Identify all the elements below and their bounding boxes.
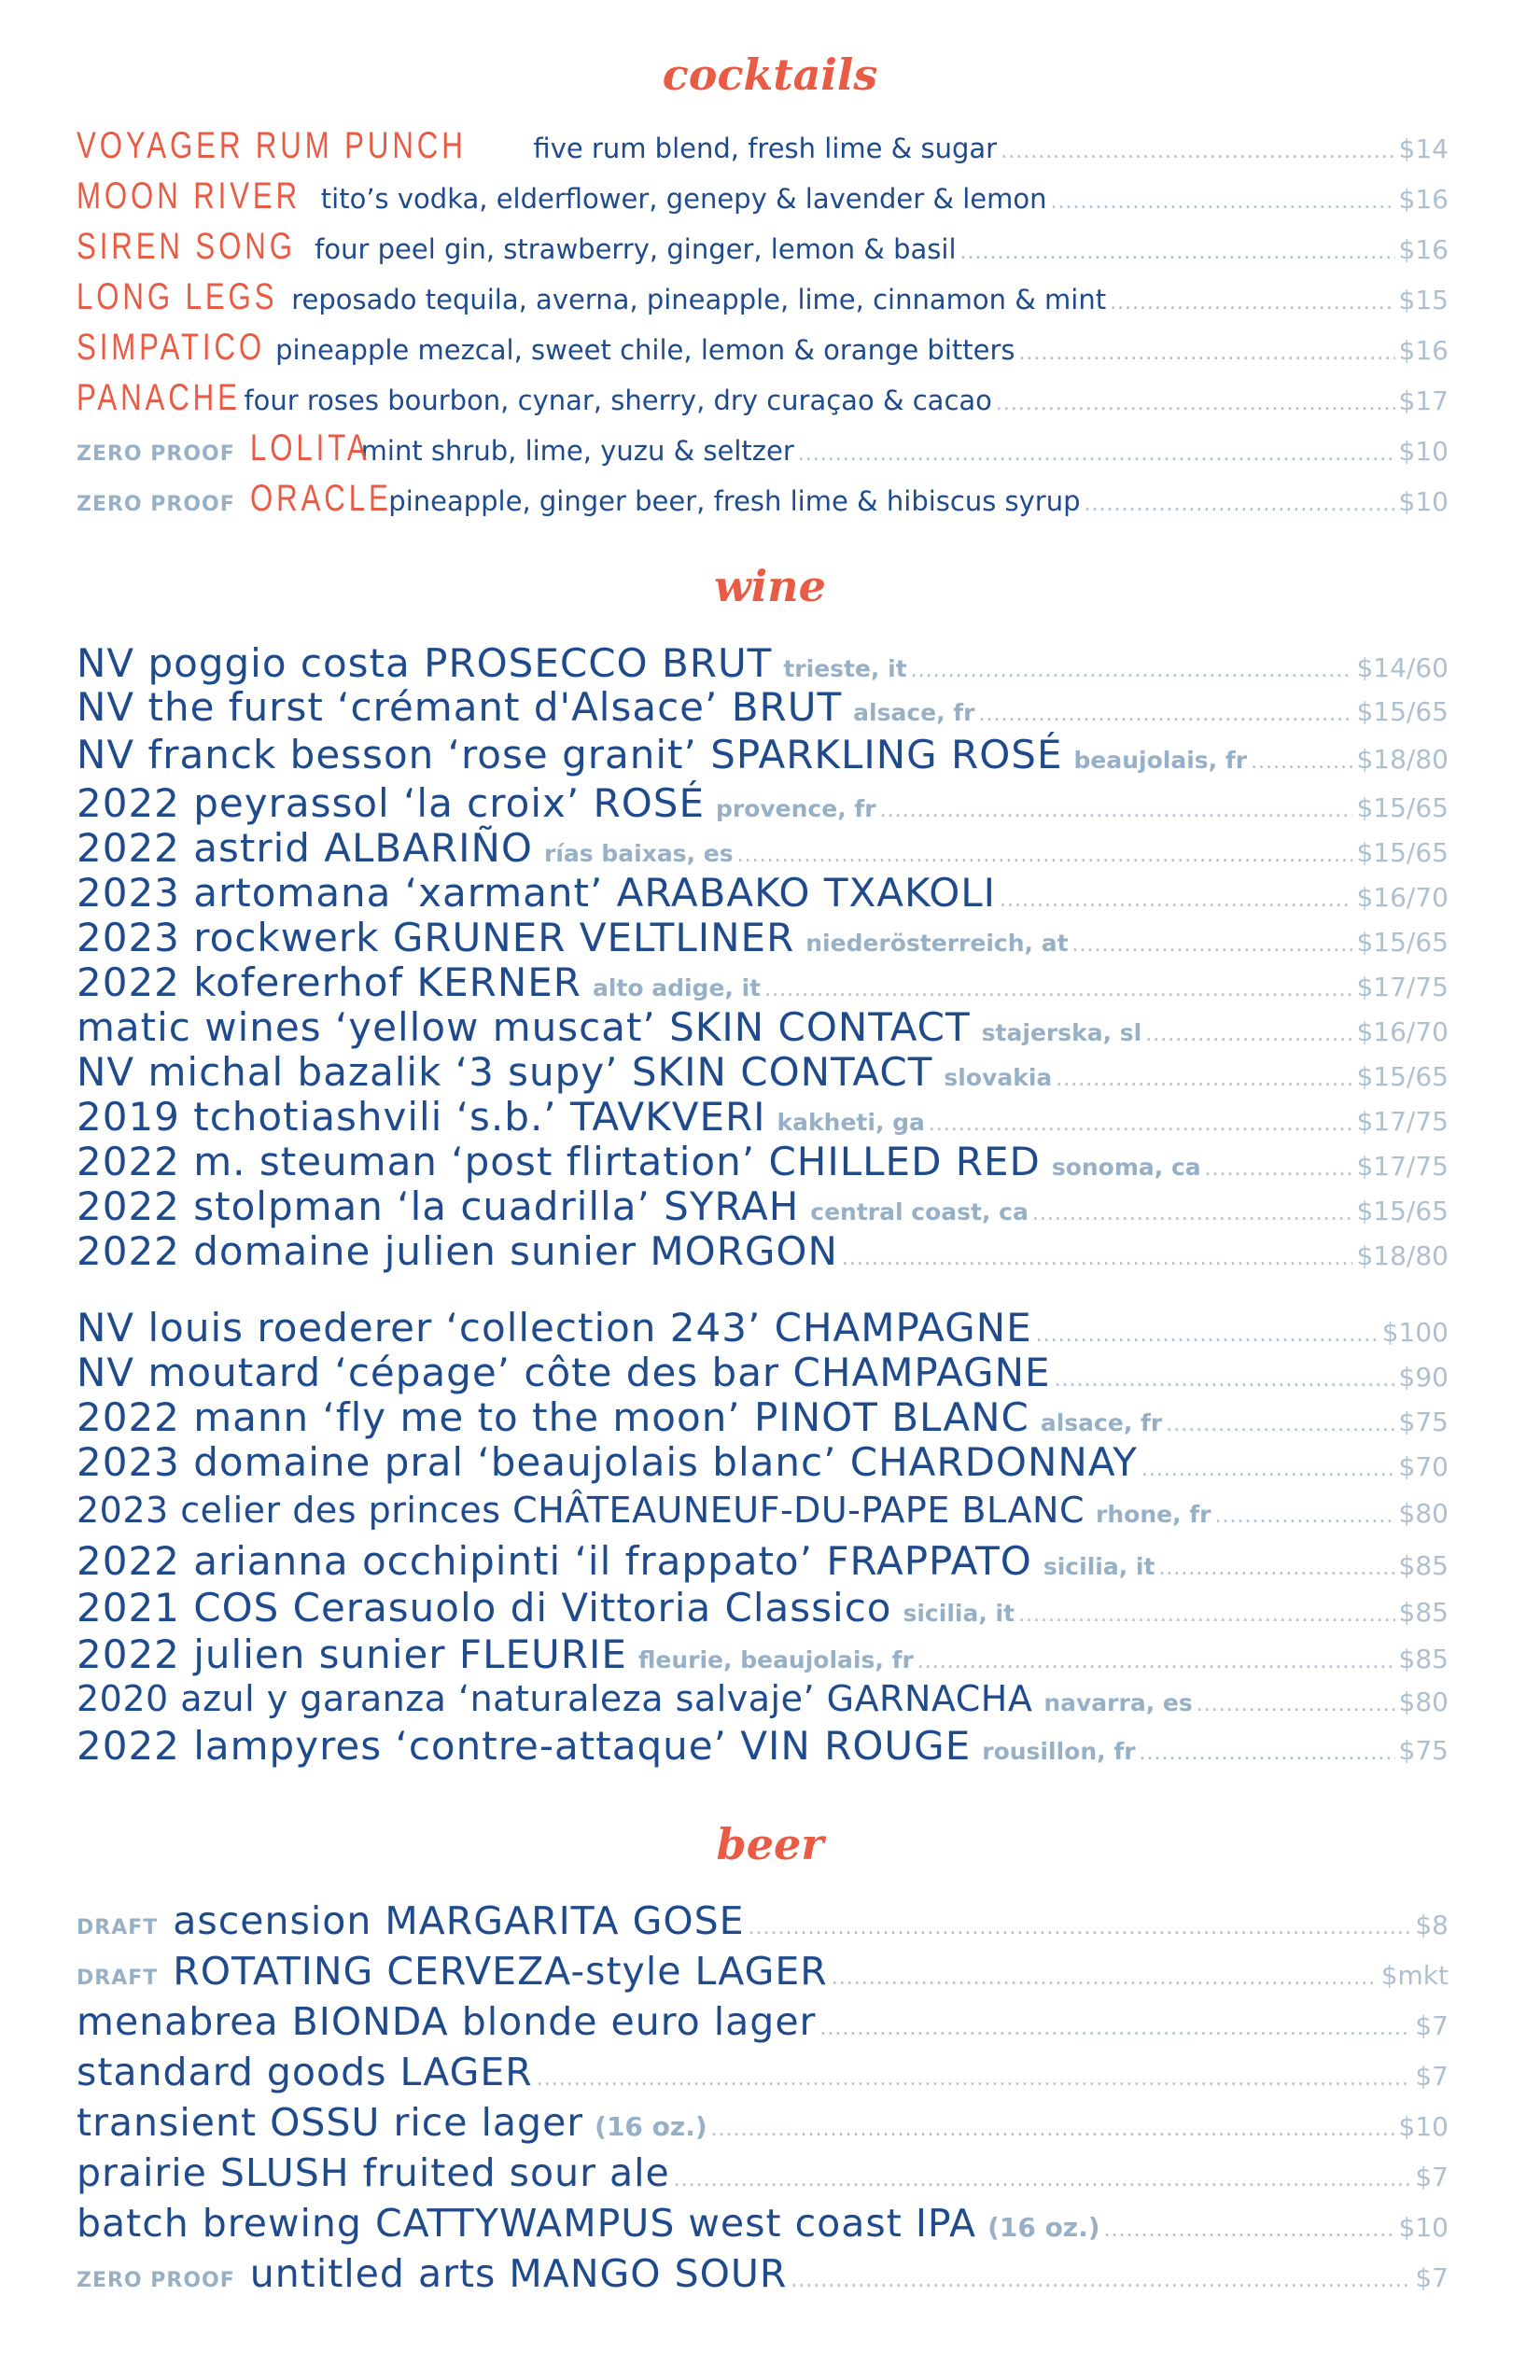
wine-name: 2022 domaine julien sunier MORGON	[77, 1228, 838, 1274]
wine-region: navarra, es	[1043, 1689, 1193, 1716]
beer-name: batch brewing CATTYWAMPUS west coast IPA	[77, 2201, 977, 2246]
cocktail-row	[77, 226, 1449, 268]
wine-row	[77, 1183, 1449, 1229]
wine-bottle-row	[77, 1305, 1449, 1351]
wine-name: 2022 peyrassol ‘la croix’ ROSÉ	[77, 780, 705, 826]
cocktail-name: SIMPATICO	[77, 327, 266, 368]
beer-name: untitled arts MANGO SOUR	[249, 2251, 788, 2296]
leader-dots	[1251, 750, 1352, 774]
beer-row	[77, 2251, 1449, 2296]
leader-dots	[1110, 291, 1394, 315]
price: $17/75	[1356, 1106, 1449, 1137]
cocktail-desc: tito’s vodka, elderflower, genepy & lavender & lemon	[320, 183, 1047, 215]
wine-name: 2020 azul y garanza ‘naturaleza salvaje’ GARNACHA	[77, 1678, 1033, 1719]
price: $7	[1415, 2010, 1449, 2041]
cocktail-row	[77, 125, 1449, 167]
wine-bottle-row	[77, 1585, 1449, 1631]
beer-row	[77, 1949, 1449, 1994]
leader-dots	[1085, 493, 1395, 516]
wine-row	[77, 1228, 1449, 1274]
price: $10	[1398, 2212, 1449, 2243]
wine-region: fleurie, beaujolais, fr	[637, 1646, 914, 1673]
cocktail-desc: mint shrub, lime, yuzu & seltzer	[360, 435, 794, 467]
wine-row	[77, 915, 1449, 960]
wine-row	[77, 959, 1449, 1005]
wine-region: central coast, ca	[810, 1198, 1029, 1225]
wine-region: beaujolais, fr	[1073, 747, 1248, 774]
leader-dots	[1001, 140, 1394, 163]
leader-dots	[1104, 2219, 1395, 2242]
price: $14/60	[1356, 652, 1449, 683]
leader-dots	[737, 844, 1353, 867]
price: $7	[1415, 2162, 1449, 2192]
leader-dots	[791, 2269, 1411, 2292]
leader-dots	[1197, 1693, 1395, 1716]
beer-name: standard goods LAGER	[77, 2050, 533, 2094]
wine-region: rousillon, fr	[982, 1738, 1136, 1765]
wine-name: NV franck besson ‘rose granit’ SPARKLING ROSÉ	[77, 732, 1063, 777]
leader-dots	[1051, 190, 1395, 214]
leader-dots	[960, 241, 1395, 264]
cocktail-name: MOON RIVER	[77, 175, 301, 217]
leader-dots	[1072, 933, 1353, 957]
wine-name: 2023 artomana ‘xarmant’ ARABAKO TXAKOLI	[77, 870, 997, 916]
wine-name: 2021 COS Cerasuolo di Vittoria Classico	[77, 1585, 892, 1631]
leader-dots	[1018, 1603, 1394, 1627]
cocktail-row	[77, 327, 1449, 369]
wine-bottle-row	[77, 1350, 1449, 1395]
price: $18/80	[1356, 1240, 1449, 1271]
wine-region: alsace, fr	[853, 699, 975, 726]
price: $17/75	[1356, 972, 1449, 1002]
price: $80	[1398, 1687, 1449, 1717]
wine-heading: wine	[714, 561, 826, 611]
leader-dots	[911, 659, 1353, 682]
cocktail-row	[77, 276, 1449, 318]
price: $15/65	[1356, 927, 1449, 958]
beer-row	[77, 1999, 1449, 2044]
leader-dots	[1214, 1505, 1394, 1528]
wine-row	[77, 684, 1449, 730]
leader-dots	[1032, 1202, 1353, 1225]
cocktails-heading: cocktails	[662, 49, 878, 100]
leader-dots	[798, 442, 1395, 466]
wine-bottle-row	[77, 1631, 1449, 1677]
beer-name: menabrea BIONDA blonde euro lager	[77, 1999, 817, 2044]
cocktail-desc: four roses bourbon, cynar, sherry, dry curaçao & cacao	[244, 385, 992, 416]
leader-dots	[917, 1650, 1395, 1673]
wine-region: kakheti, ga	[777, 1109, 925, 1136]
wine-bottle-row	[77, 1723, 1449, 1769]
draft-tag: DRAFT	[77, 1967, 159, 1990]
wine-name: 2022 mann ‘fly me to the moon’ PINOT BLANC	[77, 1394, 1029, 1440]
beer-heading: beer	[716, 1819, 824, 1869]
cocktail-desc: four peel gin, strawberry, ginger, lemon & basil	[315, 233, 957, 265]
wine-region: alto adige, it	[592, 974, 762, 1001]
cocktail-name: PANACHE	[77, 377, 241, 418]
leader-dots	[880, 799, 1353, 822]
leader-dots	[996, 392, 1395, 415]
wine-name: NV poggio costa PROSECCO BRUT	[77, 640, 773, 686]
price: $16/70	[1356, 1016, 1449, 1047]
price: $80	[1398, 1498, 1449, 1529]
zero-proof-tag: ZERO PROOF	[77, 2269, 235, 2292]
cocktail-name: VOYAGER RUM PUNCH	[77, 125, 467, 166]
cocktail-row	[77, 175, 1449, 217]
price: $16	[1398, 184, 1449, 215]
cocktail-name: ORACLE	[249, 478, 392, 519]
cocktail-name: LOLITA	[249, 427, 371, 469]
wine-region: trieste, it	[783, 655, 907, 682]
beer-name: ascension MARGARITA GOSE	[173, 1898, 745, 1943]
price: $70	[1398, 1451, 1449, 1482]
beer-row	[77, 1898, 1449, 1943]
beer-row	[77, 2201, 1449, 2246]
leader-dots	[1036, 1323, 1379, 1347]
leader-dots	[1019, 342, 1395, 365]
wine-region: rhone, fr	[1096, 1501, 1211, 1528]
zero-proof-tag: ZERO PROOF	[77, 493, 235, 516]
price: $90	[1398, 1362, 1449, 1393]
price: $16	[1398, 335, 1449, 366]
beer-row	[77, 2150, 1449, 2195]
price: $10	[1398, 436, 1449, 467]
leader-dots	[842, 1247, 1353, 1270]
price: $15/65	[1356, 837, 1449, 868]
leader-dots	[674, 2168, 1412, 2191]
draft-tag: DRAFT	[77, 1916, 159, 1939]
wine-region: sicilia, it	[1043, 1553, 1155, 1580]
beer-row	[77, 2050, 1449, 2094]
cocktail-name: SIREN SONG	[77, 226, 296, 267]
leader-dots	[929, 1113, 1353, 1136]
wine-name: NV louis roederer ‘collection 243’ CHAMPAGNE	[77, 1305, 1032, 1351]
leader-dots	[1000, 889, 1352, 912]
price: $15/65	[1356, 1061, 1449, 1092]
price: $mkt	[1380, 1960, 1449, 1991]
wine-region: stajerska, sl	[981, 1019, 1142, 1046]
wine-name: NV moutard ‘cépage’ côte des bar CHAMPAGNE	[77, 1350, 1051, 1395]
price: $10	[1398, 486, 1449, 517]
price: $16/70	[1356, 882, 1449, 913]
wine-bottle-row	[77, 1538, 1449, 1584]
leader-dots	[819, 2017, 1411, 2040]
wine-row	[77, 780, 1449, 826]
leader-dots	[711, 2118, 1395, 2141]
price: $85	[1398, 1644, 1449, 1674]
leader-dots	[832, 1967, 1378, 1990]
wine-region: sicilia, it	[903, 1600, 1015, 1627]
wine-row	[77, 1049, 1449, 1095]
wine-region: slovakia	[944, 1064, 1053, 1091]
wine-row	[77, 1004, 1449, 1050]
wine-name: 2022 m. steuman ‘post flirtation’ CHILLED RED	[77, 1139, 1041, 1184]
wine-name: 2023 rockwerk GRUNER VELTLINER	[77, 915, 795, 960]
wine-row	[77, 870, 1449, 916]
leader-dots	[1140, 1742, 1395, 1765]
price: $7	[1415, 2262, 1449, 2293]
leader-dots	[1166, 1413, 1394, 1436]
price: $8	[1415, 1910, 1449, 1940]
wine-name: 2022 kofererhof KERNER	[77, 959, 581, 1005]
price: $15/65	[1356, 696, 1449, 727]
wine-name: 2022 astrid ALBARIÑO	[77, 825, 533, 871]
leader-dots	[979, 703, 1353, 726]
price: $16	[1398, 234, 1449, 265]
wine-name: 2022 julien sunier FLEURIE	[77, 1631, 627, 1677]
wine-region: rías baixas, es	[544, 840, 734, 867]
price: $14	[1398, 133, 1449, 164]
price: $17/75	[1356, 1151, 1449, 1182]
wine-name: 2023 domaine pral ‘beaujolais blanc’ CHARDONNAY	[77, 1439, 1138, 1485]
price: $85	[1398, 1597, 1449, 1628]
wine-region: alsace, fr	[1040, 1409, 1163, 1436]
wine-row	[77, 825, 1449, 871]
leader-dots	[1158, 1557, 1394, 1580]
cocktail-name: LONG LEGS	[77, 276, 278, 317]
price: $7	[1415, 2061, 1449, 2092]
price: $15	[1398, 285, 1449, 315]
price: $75	[1398, 1407, 1449, 1437]
beer-note: (16 oz.)	[595, 2111, 707, 2142]
price: $10	[1398, 2111, 1449, 2142]
wine-name: NV michal bazalik ‘3 supy’ SKIN CONTACT	[77, 1049, 933, 1095]
wine-name: 2022 lampyres ‘contre-attaque’ VIN ROUGE	[77, 1723, 972, 1769]
cocktail-row	[77, 427, 1449, 469]
price: $15/65	[1356, 792, 1449, 823]
price: $100	[1381, 1317, 1449, 1348]
wine-bottle-row	[77, 1394, 1449, 1440]
wine-name: matic wines ‘yellow muscat’ SKIN CONTACT	[77, 1004, 971, 1050]
wine-row	[77, 640, 1449, 686]
price: $18/80	[1356, 744, 1449, 775]
price: $85	[1398, 1550, 1449, 1581]
leader-dots	[1205, 1157, 1353, 1181]
beer-name: transient OSSU rice lager	[77, 2100, 584, 2145]
beer-note: (16 oz.)	[987, 2212, 1100, 2243]
cocktail-row	[77, 478, 1449, 520]
cocktail-desc: five rum blend, fresh lime & sugar	[533, 133, 998, 164]
price: $15/65	[1356, 1196, 1449, 1226]
wine-name: 2022 arianna occhipinti ‘il frappato’ FRAPPATO	[77, 1538, 1032, 1584]
cocktail-row	[77, 377, 1449, 419]
wine-row	[77, 1094, 1449, 1140]
cocktail-desc: reposado tequila, averna, pineapple, lime, cinnamon & mint	[291, 284, 1107, 315]
wine-name: NV the furst ‘crémant d'Alsace’ BRUT	[77, 684, 843, 730]
wine-name: 2023 celier des princes CHÂTEAUNEUF-DU-PAPE BLANC	[77, 1490, 1085, 1531]
leader-dots	[1145, 1023, 1352, 1046]
wine-region: niederösterreich, at	[805, 930, 1069, 957]
leader-dots	[749, 1916, 1412, 1939]
wine-bottle-row	[77, 1678, 1449, 1719]
wine-bottle-row	[77, 1439, 1449, 1485]
leader-dots	[764, 978, 1352, 1001]
wine-region: sonoma, ca	[1051, 1154, 1201, 1181]
price: $75	[1398, 1735, 1449, 1766]
wine-row	[77, 1139, 1449, 1184]
cocktail-desc: pineapple, ginger beer, fresh lime & hibiscus syrup	[388, 485, 1081, 517]
beer-row	[77, 2100, 1449, 2145]
beer-name: ROTATING CERVEZA-style LAGER	[173, 1949, 828, 1994]
wine-bottle-row	[77, 1490, 1449, 1531]
beer-name: prairie SLUSH fruited sour ale	[77, 2150, 670, 2195]
price: $17	[1398, 385, 1449, 416]
leader-dots	[537, 2067, 1412, 2091]
zero-proof-tag: ZERO PROOF	[77, 442, 235, 466]
leader-dots	[1056, 1068, 1352, 1091]
wine-region: provence, fr	[715, 795, 876, 822]
cocktail-desc: pineapple mezcal, sweet chile, lemon & orange bitters	[275, 334, 1015, 366]
wine-name: 2022 stolpman ‘la cuadrilla’ SYRAH	[77, 1183, 800, 1229]
leader-dots	[1055, 1368, 1395, 1392]
wine-name: 2019 tchotiashvili ‘s.b.’ TAVKVERI	[77, 1094, 766, 1140]
wine-row	[77, 732, 1449, 777]
leader-dots	[1141, 1458, 1395, 1481]
